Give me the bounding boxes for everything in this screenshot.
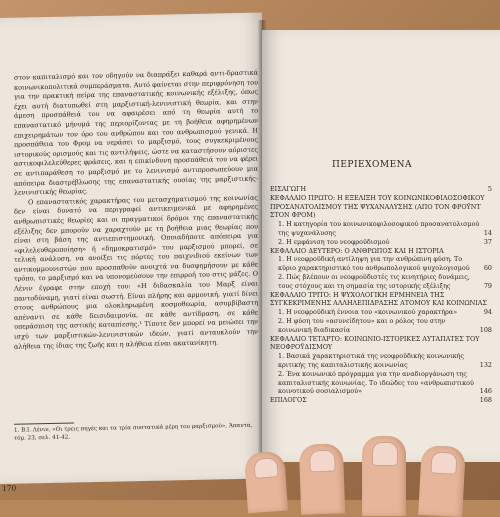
toc-entry-page: 5 [487, 185, 492, 193]
toc-entry-title: ΚΕΦΑΛΑΙΟ ΤΡΙΤΟ: Η ΨΥΧΟΛΟΓΙΚΗ ΕΡΜΗΝΕΙΑ ΤΗΣ ΣΥΓΚΕΚΡΙΜΕΝΗΣ ΑΛΛΗΛΕΠΙΔΡΑΣΗΣ ΑΤΟΜΟΥ ΚΑΙ ΚΟΙΝΩΝΙΑΣ [270, 290, 487, 308]
toc-entry-title: 2. Ένα κοινωνικό πρόγραμμα για την αναδιοργάνωση της καπιταλιστικής κοινωνίας. Το ιδεώδες του «ανθρωπιστικού κοινοτικού σοσιαλισμού» [278, 369, 474, 396]
toc-entry-title: 2. Η φύση του «ασυνείδητου» και ο ρόλος του στην κοινωνική διαδικασία [278, 316, 446, 334]
toc-entry-page: 94 [483, 308, 492, 317]
left-page [0, 13, 262, 493]
table-of-contents [270, 185, 492, 405]
toc-section-entry [270, 255, 492, 273]
paragraph: Ο επαναστατικός χαρακτήρας του μετασχηματισμού της κοινωνίας δεν είναι δυνατό να περιγραφεί αντικειμενικά με αφηρημένες ανθρωπιστικές θεωρίες και οι πραγματικοί δρόμοι της επαναστατικής εξέλιξης δεν μπορούν να χαραχτούν με τη βοήθεια μιας θεωρίας που είναι στη βάση της αντιεπιστημονική. Οποιαδήποτε απόπειρα για «φιλελευθεροποίηση» ή «δημοκρατισμό» του μαρξισμού μπορεί, σε τελική ανάλυση, να ανοίξει τις πόρτες του παιχνιδιού εκείνων των αντικομμουνιστών που προσπαθούν ανοιχτά να δυσφημήσουν με κάθε τρόπο, το μαρξισμό και να υπονομεύσουν την επιρροή του στις μάζες. Ο Λένιν έγραφε στην εποχή του: «Η διδασκαλία του Μαρξ είναι παντοδύναμη, γιατί είναι σωστή. Είναι πλήρης και αρμονική, γιατί δίνει στους ανθρώπους μια ολοκληρωμένη κοσμοθεωρία, ασυμβίβαστη απέναντι σε κάθε δεισιδαιμονία, σε κάθε αντίδραση, σε κάθε υπεράσπιση της αστικής καταπίεσης.¹ Τίποτε δεν μπορεί να μειώσει την ισχύ των μαρξιστικών-λενινιστικών ιδεών, γιατί ανταυκλούν την αλήθεια της ίδιας της ζωής και η αλήθεια είναι ακατανίκητη. [14, 193, 258, 351]
toc-chapter-entry [270, 185, 492, 194]
toc-entry-page: 37 [483, 237, 492, 246]
toc-entry-title: ΚΕΦΑΛΑΙΟ ΠΡΩΤΟ: Η ΕΞΕΛΙΞΗ ΤΟΥ ΚΟΙΝΩΝΙΚΟΦΙΛΟΣΟΦΙΚΟΥ ΠΡΟΣΑΝΑΤΟΛΙΣΜΟΥ ΤΗΣ ΨΥΧΑΝΑΛΥΣΗΣ (ΑΠΟ ΤΟΝ ΦΡΟΫΝΤ ΣΤΟΝ ΦΡΟΜ) [270, 193, 485, 220]
toc-entry-page: 14 [483, 228, 492, 237]
footnote: 1. Β.Ι. Λένιν, «Οι τρεις πηγές και τα τρία συστατικά μέρη του μαρξισμού», Άπαντα, τόμ. 23, σελ. 41-42. [14, 422, 253, 442]
fingernail [253, 457, 278, 479]
toc-section-entry [270, 352, 492, 370]
toc-entry-title: 1. Βασικά χαρακτηριστικά της νεοφροϋδικής κοινωνικής κριτικής της καπιταλιστικής κοινωνίας [278, 352, 464, 369]
toc-entry-page: 168 [479, 396, 492, 405]
toc-entry-title: ΕΠΙΛΟΓΟΣ [270, 396, 307, 405]
toc-chapter-entry [270, 335, 492, 353]
toc-entry-title: 1. Η νεοφροϋδική έννοια του «κοινωνικού χαρακτήρα» [278, 308, 458, 317]
finger [299, 443, 345, 514]
toc-entry-page: 132 [479, 360, 492, 369]
toc-title: ΠΕΡΙΕΧΟΜΕΝΑ [332, 160, 413, 170]
toc-section-entry [270, 220, 492, 238]
fingernail [309, 450, 336, 473]
toc-entry-title: ΚΕΦΑΛΑΙΟ ΤΕΤΑΡΤΟ: ΚΟΙΝΩΝΙΟ-ΙΣΤΟΡΙΚΕΣ ΑΥΤΑΠΑΤΕΣ ΤΟΥ ΝΕΟΦΡΟΫΔΙΣΜΟΥ [270, 334, 480, 352]
toc-section-entry [270, 370, 492, 396]
toc-entry-title: 2. Η εμφάνιση του νεοφροϋδισμού [278, 237, 390, 246]
toc-entry-title: ΚΕΦΑΛΑΙΟ ΔΕΥΤΕΡΟ: Ο ΑΝΘΡΩΠΟΣ ΚΑΙ Η ΙΣΤΟΡΙΑ [270, 246, 444, 255]
fingernail [372, 442, 398, 466]
finger [362, 436, 406, 516]
toc-entry-title: 2. Πώς βλέπουν οι νεοφροϋδιστές τις κινητήριες δυνάμεις, τους στόχους και τη σημασία της ιστορικής εξέλιξης [278, 272, 470, 290]
toc-entry-title: ΕΙΣΑΓΩΓΗ [270, 185, 307, 193]
toc-entry-page: 146 [479, 387, 492, 396]
left-page-body [14, 69, 258, 352]
toc-chapter-entry [270, 396, 492, 405]
toc-section-entry [270, 317, 492, 335]
page-number: 170 [2, 483, 17, 493]
fingernail [430, 451, 457, 474]
toc-section-entry [270, 308, 492, 317]
toc-entry-page: 79 [483, 281, 492, 290]
toc-entry-title: 1. Η νεοφροϋδική αντίληψη για την ανθρώπινη φύση. Το κύριο χαρακτηριστικό του ανθρωπολογικού ψυχολογισμού [278, 255, 470, 273]
finger [244, 451, 288, 514]
footnote-rule [14, 422, 74, 424]
toc-entry-page: 108 [479, 325, 492, 334]
toc-section-entry [270, 238, 492, 247]
paragraph: στον καπιταλισμό και τον οδηγούν να διαπράξει καθαρά αντι-δραστικά κοινωνικοπολιτικά συμπεράσματα. Αυτό φαίνεται στην περιφρόνηση του για την πρακτική πείρα της επαναστατικής κοινωνικής εξέλιξης, όπως έχει αυτή διατυπωθεί στη μαρξιστική-λενινιστική θεωρία, και στην άμεση προσπάθειά του να αφαιρέσει από τη θεωρία αυτή το επαναστατικό μήνυμά της περιορίζοντας με τη βοήθεια αφηρημένων επιχειρημάτων τον όρο του ανθρώπου και του ανθρωπισμού γενικά. Η προσπάθεια του Φρομ να νεράσει το μαρξισμό, τους συγκεκριμένους ιστορικούς ορισμούς και τις αντιλήψεις, ώστε να καταστήσουν αόριστες αστικοφιλελεύθερες φράσεις, και η επικίνδυνη προσπάθειά του να φέρει σε αντιπαράθεση το μαρξισμό με το λενινισμό αντιπροσωπεύουν μια απόπειρα διαστρέβλωσης της επαναστατικής ουσίας της μαρξιστικής-λενινιστικής θεωρίας. [14, 68, 258, 197]
toc-entry-page: 60 [483, 264, 492, 273]
toc-chapter-entry [270, 194, 492, 220]
toc-chapter-entry [270, 291, 492, 309]
toc-section-entry [270, 273, 492, 291]
finger [418, 445, 466, 517]
toc-entry-title: 1. Η κατηγορία του κοινωνικοφιλοσοφικού προσανατολισμού της ψυχανάλυσης [278, 220, 480, 237]
